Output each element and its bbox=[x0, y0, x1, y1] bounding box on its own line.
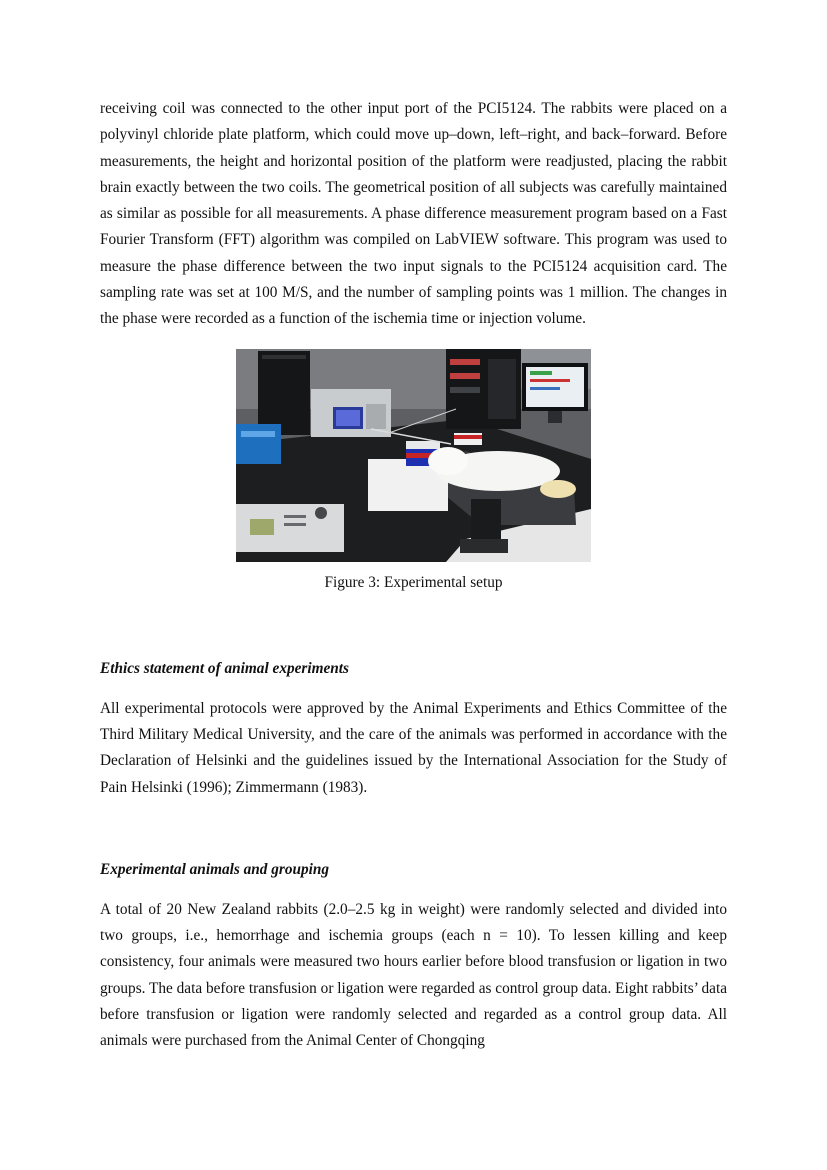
section-heading-animals: Experimental animals and grouping bbox=[100, 860, 330, 878]
figure-3 bbox=[100, 349, 727, 594]
intro-paragraph: receiving coil was connected to the other input port of the PCI5124. The rabbits were placed on a polyvinyl chloride plate platform, which could move up–down, left–right, and back–forward. Before measurements, the height and horizontal position of the platform were readjusted, placing the rabbit brain exactly between the two coils. The geometrical position of all subjects was carefully maintained as similar as possible for all measurements. A phase difference measurement program based on a Fast Fourier Transform (FFT) algorithm was compiled on LabVIEW software. This program was used to measure the phase difference between the two input signals to the PCI5124 acquisition card. The sampling rate was set at 100 M/S, and the number of sampling points was 1 million. The changes in the phase were recorded as a function of the ischemia time or injection volume. bbox=[100, 100, 727, 328]
section-heading-ethics: Ethics statement of animal experiments bbox=[100, 659, 350, 677]
experimental-setup-photo bbox=[236, 349, 591, 562]
figure-caption: Figure 3: Experimental setup bbox=[324, 573, 503, 591]
section-body-ethics: All experimental protocols were approved by the Animal Experiments and Ethics Committee of the Third Military Medical University, and the care of the animals was performed in accordance with the Declaration of Helsinki and the guidelines issued by the International Association for the Study of Pain Helsinki (1996); Zimmermann (1983). bbox=[100, 699, 727, 796]
paper-page bbox=[100, 96, 727, 1055]
section-body-animals: A total of 20 New Zealand rabbits (2.0–2.5 kg in weight) were randomly selected and divided into two groups, i.e., hemorrhage and ischemia groups (each n = 10). To lessen killing and keep consistency, four animals were measured two hours earlier before blood transfusion or ligation in two groups. The data before transfusion or ligation were regarded as control group data. Eight rabbits’ data before transfusion or ligation were randomly selected and regarded as a control group data. All animals were purchased from the Animal Center of Chongqing bbox=[100, 900, 727, 1050]
